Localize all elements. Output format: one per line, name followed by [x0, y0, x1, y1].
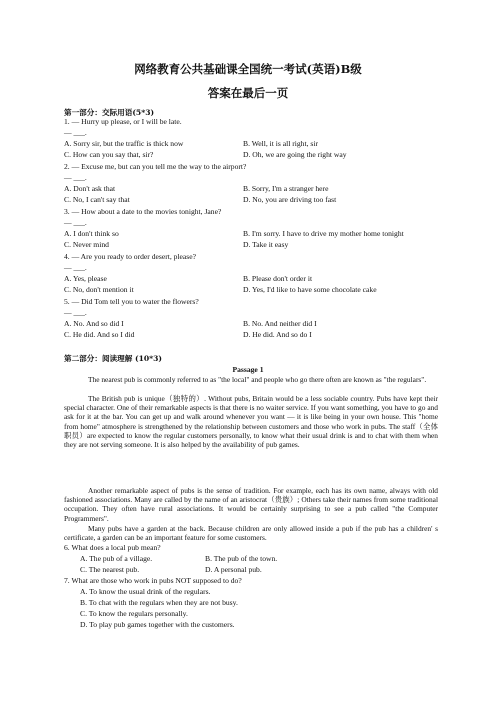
- q1-option-a: A. Sorry sir, but the traffic is thick now: [64, 139, 184, 148]
- q5-blank: — ___.: [64, 308, 87, 317]
- q1-option-d: D. Oh, we are going the right way: [243, 150, 347, 159]
- q4-option-c: C. No, don't mention it: [64, 285, 134, 294]
- q7-option-c: C. To know the regulars personally.: [80, 609, 188, 618]
- q4-stem: 4. — Are you ready to order desert, please?: [64, 252, 196, 261]
- q3-stem: 3. — How about a date to the movies tonight, Jane?: [64, 207, 222, 216]
- q5-option-d: D. He did. And so do I: [243, 330, 312, 339]
- q7-stem: 7. What are those who work in pubs NOT supposed to do?: [64, 576, 242, 585]
- q1-blank: — ___.: [64, 128, 87, 137]
- q5-option-b: B. No. And neither did I: [243, 319, 317, 328]
- q7-option-a: A. To know the usual drink of the regulars.: [80, 587, 211, 596]
- q3-option-d: D. Take it easy: [243, 240, 289, 249]
- q6-option-d: D. A personal pub.: [205, 565, 262, 574]
- q4-option-b: B. Please don't order it: [243, 274, 313, 283]
- q3-option-b: B. I'm sorry. I have to drive my mother home tonight: [243, 229, 404, 238]
- passage-paragraph-2: The British pub is unique（独特的）. Without pubs, Britain would be a less sociable country. Pubs have kept their special character. One of their remarkable aspects is that there is no waiter service. If you want something, you have to go and ask for it at the bar. You can get up and walk around whenever you want — it is like being in your own house. This "home from home" atmosphere is strengthened by the relationship between customers and those who work in pubs. The staff（全体职员）are expected to know the regular customers personally, to know what their usual drink is and to chat with them when they are not serving someone. It is also helped by the availability of pub games.: [64, 394, 438, 450]
- passage-paragraph-4: Many pubs have a garden at the back. Because children are only allowed inside a pub if the pub has a children' s certificate, a garden can be an important feature for some customers.: [64, 524, 438, 543]
- q2-blank: — ___.: [64, 173, 87, 182]
- passage-title: Passage 1: [232, 365, 264, 374]
- q1-option-b: B. Well, it is all right, sir: [243, 139, 318, 148]
- passage-paragraph-3: Another remarkable aspect of pubs is the sense of tradition. For example, each has its own name, always with old fashioned associations. Many are called by the name of an aristocrat（贵族）; Others take their names from some traditional occupation. They often have rural associations. It would be certainly surprising to see a pub called "the Computer Programmers".: [64, 486, 438, 523]
- q2-stem: 2. — Excuse me, but can you tell me the way to the airport?: [64, 162, 247, 171]
- q4-blank: — ___.: [64, 263, 87, 272]
- q7-option-d: D. To play pub games together with the customers.: [80, 620, 235, 629]
- exam-subtitle: 答案在最后一页: [207, 86, 289, 100]
- q6-option-c: C. The nearest pub.: [80, 565, 140, 574]
- q1-option-c: C. How can you say that, sir?: [64, 150, 154, 159]
- q2-option-a: A. Don't ask that: [64, 184, 116, 193]
- part1-heading: 第一部分：交际用语(5*3): [64, 108, 155, 117]
- part2-heading: 第二部分：阅读理解 (10*3): [64, 354, 162, 363]
- q4-option-d: D. Yes, I'd like to have some chocolate cake: [243, 285, 377, 294]
- q1-stem: 1. — Hurry up please, or I will be late.: [64, 117, 182, 126]
- exam-title: 网络教育公共基础课全国统一考试(英语)B级: [134, 62, 362, 76]
- q4-option-a: A. Yes, please: [64, 274, 107, 283]
- q6-option-a: A. The pub of a village.: [80, 554, 153, 563]
- q6-stem: 6. What does a local pub mean?: [64, 543, 161, 552]
- q5-option-c: C. He did. And so I did: [64, 330, 135, 339]
- q3-option-a: A. I don't think so: [64, 229, 119, 238]
- q2-option-d: D. No, you are driving too fast: [243, 195, 337, 204]
- q3-option-c: C. Never mind: [64, 240, 109, 249]
- q2-option-b: B. Sorry, I'm a stranger here: [243, 184, 329, 193]
- passage-paragraph-1: The nearest pub is commonly referred to as "the local" and people who go there often are known as "the regulars".: [88, 375, 427, 384]
- q2-option-c: C. No, I can't say that: [64, 195, 130, 204]
- q3-blank: — ___.: [64, 218, 87, 227]
- q6-option-b: B. The pub of the town.: [205, 554, 278, 563]
- q7-option-b: B. To chat with the regulars when they are not busy.: [80, 598, 238, 607]
- q5-option-a: A. No. And so did I: [64, 319, 124, 328]
- q5-stem: 5. — Did Tom tell you to water the flowers?: [64, 297, 199, 306]
